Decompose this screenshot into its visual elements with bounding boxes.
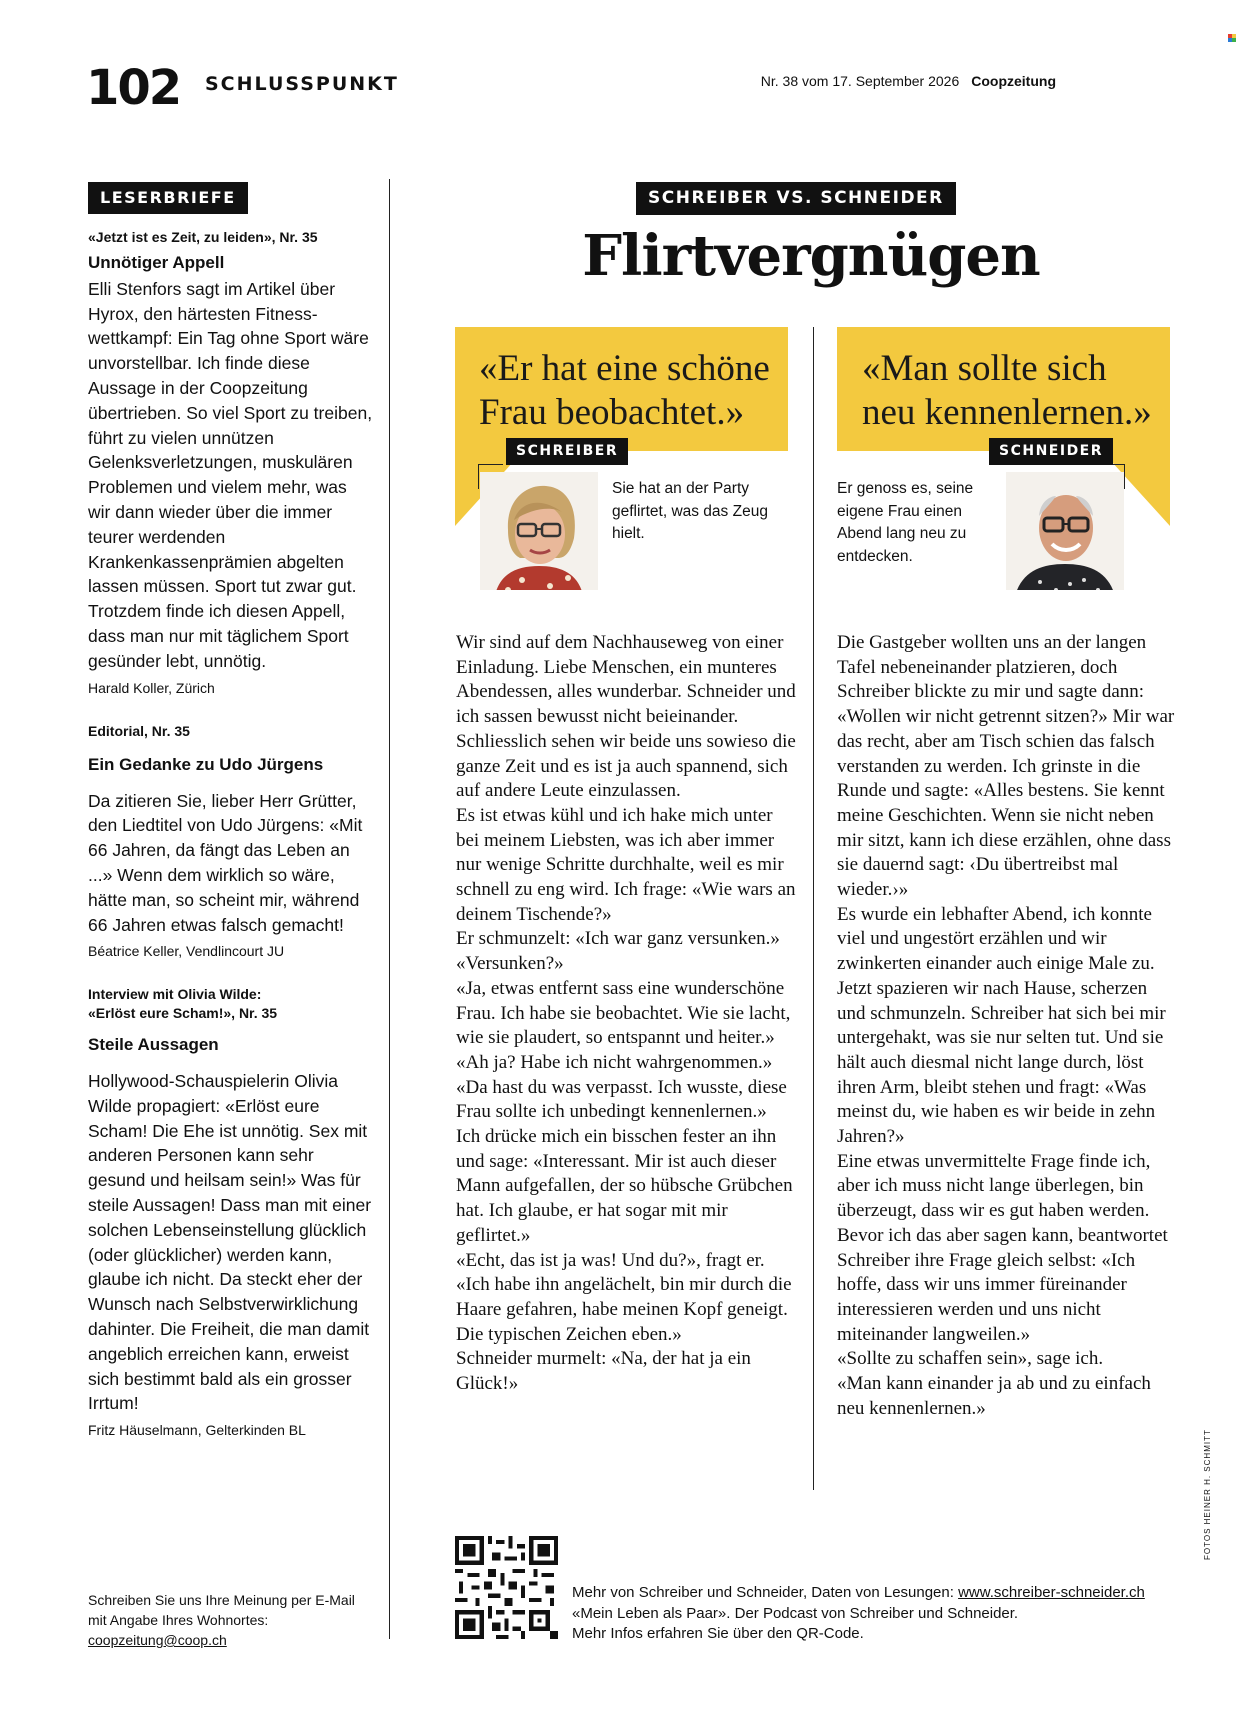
letter-body: Elli Stenfors sagt im Artikel über Hyrox, den härtesten Fitness-wettkampf: Ein Tag ohne Sport wäre unvorstellbar. Ich finde diese Aussage in der Coopzeitung übertrieben. So viel Sport zu treiben, führt zu vielen unnützen Gelenksverletzungen, muskulären Problemen und vielem mehr, was wir dann wieder über die immer teurer werdenden Krankenkassenprämien abgelten lassen müssen. Sport tut zwar gut. Trotzdem finde ich diesen Appell, dass man nur mit täglichem Sport gesünder lebt, unnötig. — [88, 278, 373, 671]
letter-reference: Interview mit Olivia Wilde: «Erlöst eure Scham!», Nr. 35 — [88, 986, 278, 1022]
letter-heading: Ein Gedanke zu Udo Jürgens — [88, 754, 324, 774]
podcast-line-1 — [572, 1583, 1145, 1604]
letter-heading: Unnötiger Appell — [88, 252, 225, 272]
author-tag-schneider: SCHNEIDER — [989, 438, 1113, 465]
letter-reference: Editorial, Nr. 35 — [88, 722, 190, 739]
letters-column — [88, 182, 373, 1438]
letter-reference: «Jetzt ist es Zeit, zu leiden», Nr. 35 — [88, 229, 318, 245]
author-bio-schneider: Er genoss es, seine eigene Frau einen Abend lang neu zu entdecken. — [837, 480, 974, 565]
issue-info — [761, 73, 1056, 89]
letter — [88, 722, 373, 960]
quote-schneider: «Man sollte sich neu kennenlernen.» — [862, 348, 1152, 433]
letter-signature: Harald Koller, Zürich — [88, 679, 215, 696]
page-number: 102 — [86, 60, 181, 116]
section-title: SCHLUSSPUNKT — [205, 73, 399, 95]
podcast-line-3: Mehr Infos erfahren Sie über den QR-Code. — [572, 1625, 864, 1642]
letters-email-link[interactable]: coopzeitung@coop.ch — [88, 1632, 227, 1648]
website-label: Mehr von Schreiber und Schneider, Daten von Lesungen: — [572, 1584, 954, 1601]
letter-body: Da zitieren Sie, lieber Herr Grütter, den Liedtitel von Udo Jürgens: «Mit 66 Jahren, da fängt das Leben an ...» Wenn dem wirklich so wäre, hätte man, so scheint mir, während 66 Jahren etwas falsch gemacht! — [88, 790, 363, 935]
letter-heading: Steile Aussagen — [88, 1035, 219, 1055]
podcast-line-2: «Mein Leben als Paar». Der Podcast von Schreiber und Schneider. — [572, 1604, 1019, 1622]
column-divider — [813, 327, 814, 1490]
letters-footer — [88, 1590, 373, 1650]
qr-code-icon[interactable] — [455, 1536, 558, 1639]
article-title: Flirtvergnügen — [582, 223, 1040, 289]
letters-footer-text: Schreiben Sie uns Ihre Meinung per E-Mail mit Angabe Ihres Wohnortes: — [88, 1592, 355, 1628]
quote-box-schreiber — [455, 327, 788, 451]
letter — [88, 985, 373, 1438]
website-link[interactable]: www.schreiber-schneider.ch — [958, 1584, 1145, 1601]
letter-signature: Béatrice Keller, Vendlincourt JU — [88, 943, 285, 960]
brand-name: Coopzeitung — [971, 73, 1056, 89]
author-tag-schreiber: SCHREIBER — [506, 438, 628, 465]
author-photo-schreiber — [480, 472, 598, 590]
column-label: SCHREIBER VS. SCHNEIDER — [636, 182, 956, 215]
story-schneider: Die Gastgeber wollten uns an der langen Tafel nebeneinander platzieren, doch Schreiber blickte zu mir und sagte dann: «Wollen wir nicht getrennt sitzen?» Mir war das recht, aber am Tisch schien das falsch verstanden zu werden. Ich grinste in die Runde und sagte: «Alles bestens. Sie kennt meine Geschichten. Wenn sie nicht neben mir sitzt, kann ich diese erzählen, ohne dass sie dauernd sagt: ‹Du übertreibst mal wieder.›» Es wurde ein lebhafter Abend, ich konnte viel und ungestört erzählen und wir zwinkerten einander auch einige Male zu. Jetzt spazieren wir nach Hause, scherzen und schmunzeln. Schreiber hat sich bei mir untergehakt, was sie nur selten tut. Und sie hält auch diesmal nicht lange durch, löst ihren Arm, bleibt stehen und fragt: «Was meinst du, wie haben es wir beide in zehn Jahren?» Eine etwas unvermittelte Frage finde ich, aber ich muss nicht lange überlegen, bin überzeugt, dass wir es gut haben werden. Bevor ich das aber sagen kann, beantwortet Schreiber ihre Frage gleich selbst: «Ich hoffe, dass wir uns immer füreinander interessieren werden und uns nicht miteinander langweilen.» «Sollte zu schaffen sein», sage ich. «Man kann einander ja ab und zu einfach neu kennenlernen.» — [837, 632, 1175, 1419]
quote-schreiber: «Er hat eine schöne Frau beobachtet.» — [479, 348, 770, 433]
podcast-info — [572, 1583, 1145, 1645]
author-photo-schneider — [1006, 472, 1124, 590]
column-divider — [389, 179, 390, 1639]
letter-body: Hollywood-Schauspielerin Olivia Wilde propagiert: «Erlöst eure Scham! Die Ehe ist unnötig. Sex mit anderen Personen kann sehr gesund und heilsam sein!» Was für steile Aussagen! Dass man mit einer solchen Lebenseinstellung glücklich (oder glücklicher) werden kann, glaube ich nicht. Da steckt eher der Wunsch nach Selbstverwirklichung dahinter. Die Freiheit, die man damit angeblich erreichen kann, erweist sich bestimmt bald als ein grosser Irrtum! — [88, 1071, 372, 1414]
letter-signature: Fritz Häuselmann, Gelterkinden BL — [88, 1422, 306, 1439]
story-schreiber: Wir sind auf dem Nachhauseweg von einer Einladung. Liebe Menschen, ein munteres Abendessen, alles wunderbar. Schneider und ich sassen bewusst nicht beieinander. Schliesslich sehen wir beide uns sowieso die ganze Zeit und es ist ja auch spannend, sich auf andere Leute einzulassen. Es ist etwas kühl und ich hake mich unter bei meinem Liebsten, was ich aber immer nur wenige Schritte durchhalte, weil es mir schnell zu eng wird. Ich frage: «Wie wars an deinem Tischende?» Er schmunzelt: «Ich war ganz versunken.» «Versunken?» «Ja, etwas entfernt sass eine wunderschöne Frau. Ich habe sie beobachtet. Wie sie lacht, wie sie plaudert, so entspannt und heiter.» «Ah ja? Habe ich nicht wahrgenommen.» «Da hast du was verpasst. Ich wusste, diese Frau sollte ich unbedingt kennenlernen.» Ich drücke mich ein bisschen fester an ihn und sage: «Interessant. Mir ist auch dieser Mann aufgefallen, der so hübsche Grübchen hat. Ich glaube, er hat sogar mit mir geflirtet.» «Echt, das ist ja was! Und du?», fragt er. «Ich habe ihn angelächelt, bin mir durch die Haare gefahren, habe meinen Kopf geneigt. Die typischen Zeichen eben.» Schneider murmelt: «Na, der hat ja ein Glück!» — [456, 632, 796, 1395]
color-marks-icon — [1228, 34, 1236, 42]
letter — [88, 228, 373, 696]
photo-credit: FOTOS HEINER H. SCHMITT — [1203, 1429, 1212, 1560]
author-bio-schreiber: Sie hat an der Party geflirtet, was das Zeug hielt. — [612, 480, 768, 542]
quote-box-schneider — [837, 327, 1170, 451]
letters-label: LESERBRIEFE — [88, 182, 248, 214]
issue-date: Nr. 38 vom 17. September 2026 — [760, 73, 960, 89]
